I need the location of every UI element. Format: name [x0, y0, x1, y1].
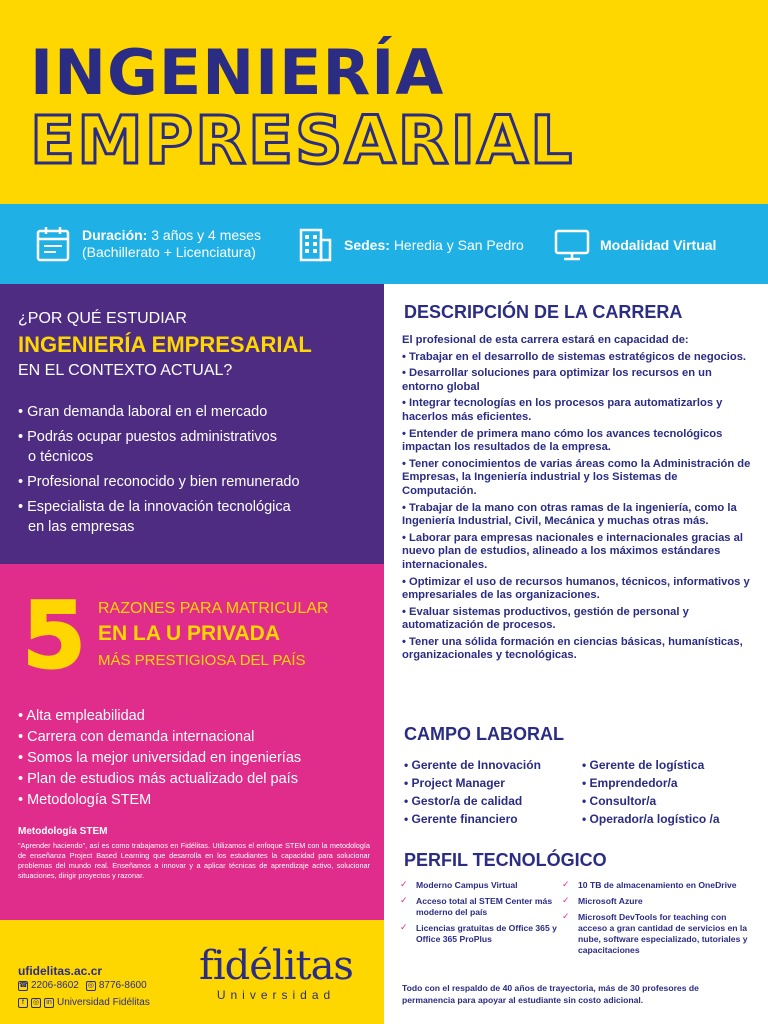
phone-icon: ☎: [19, 981, 28, 989]
phone-2[interactable]: 8776-8600: [98, 980, 147, 991]
logo-sub: Universidad: [216, 988, 336, 1002]
campus-block: [298, 228, 524, 262]
list-item: ✓ Licencias gratuitas de Office 365 y Office 365 ProPlus: [400, 923, 560, 945]
campus-label: Sedes:: [344, 237, 390, 253]
description-body: [402, 334, 754, 663]
list-item: • Gran demanda laboral en el mercado: [18, 404, 268, 420]
why-line2: INGENIERÍA EMPRESARIAL: [18, 332, 312, 357]
why-section: [0, 284, 384, 564]
why-line3: EN EL CONTEXTO ACTUAL?: [18, 362, 233, 379]
phone-1[interactable]: 2206-8602: [31, 980, 79, 991]
why-line1: ¿POR QUÉ ESTUDIAR: [18, 310, 187, 327]
list-item: • Trabajar en el desarrollo de sistemas estratégicos de negocios.: [402, 350, 747, 363]
reasons-line1: RAZONES PARA MATRICULAR: [98, 600, 329, 617]
contact-section: [0, 920, 384, 1024]
why-heading: [18, 308, 312, 382]
modality-label: Modalidad Virtual: [600, 237, 717, 253]
list-item: • Gerente de logística: [582, 758, 705, 772]
perfil-col1: [400, 880, 560, 950]
description-title: DESCRIPCIÓN DE LA CARRERA: [404, 302, 683, 322]
list-item: • Integrar tecnologías en los procesos para automatizarlos y hacerlos más eficientes.: [402, 397, 723, 423]
social-handle: Universidad Fidélitas: [57, 997, 150, 1008]
list-item: • Alta empleabilidad: [18, 708, 145, 724]
description-intro: El profesional de esta carrera estará en capacidad de:: [402, 334, 689, 346]
monitor-icon: [554, 228, 590, 262]
list-item: • Tener una sólida formación en ciencias básicas, humanísticas, organizacionales y tecnológicas.: [402, 635, 743, 662]
list-item: • Carrera con demanda internacional: [18, 729, 255, 745]
list-item: • Emprendedor/a: [582, 776, 678, 790]
campo-col1: [404, 756, 541, 828]
hero-banner: [0, 0, 768, 204]
modality-block: [554, 228, 716, 262]
list-item: • Gerente de Innovación: [404, 758, 541, 772]
why-list: [18, 402, 300, 542]
reasons-number: 5: [22, 582, 87, 689]
list-item: ✓ Acceso total al STEM Center más moderno del país: [400, 896, 560, 918]
info-bar: [0, 204, 768, 284]
campus-value: Heredia y San Pedro: [393, 237, 524, 253]
list-item: • Optimizar el uso de recursos humanos, técnicos, informativos y empresariales de las organizaciones.: [402, 575, 750, 602]
list-item: • Podrás ocupar puestos administrativos o técnicos: [18, 429, 277, 465]
list-item: • Profesional reconocido y bien remunerado: [18, 474, 300, 490]
list-item: • Evaluar sistemas productivos, gestión de personal y automatización de procesos.: [402, 605, 689, 632]
list-item: ✓ Microsoft Azure: [562, 896, 752, 907]
reasons-section: [0, 564, 384, 920]
title-line2: EMPRESARIAL: [30, 102, 575, 179]
list-item: • Trabajar de la mano con otras ramas de la ingeniería, como la Ingeniería Industrial, Civil, Mecánica y muchas otras más.: [402, 501, 737, 528]
linkedin-icon[interactable]: in: [44, 998, 54, 1008]
list-item: • Especialista de la innovación tecnológica en las empresas: [18, 499, 291, 535]
phones: [18, 980, 147, 991]
list-item: • Gerente financiero: [404, 812, 518, 826]
campo-col2: [582, 756, 720, 828]
duration-block: [36, 226, 261, 262]
title-line1: INGENIERÍA: [30, 36, 445, 109]
list-item: ✓ Microsoft DevTools for teaching con acceso a gran cantidad de servicios en la nube, software especializado, tutoriales y capacitaciones: [562, 912, 752, 956]
list-item: • Entender de primera mano cómo los avances tecnológicos impactan los resultados de la empresa.: [402, 427, 723, 454]
footer-note: Todo con el respaldo de 40 años de trayectoria, más de 30 profesores de permanencia para apoyar al estudiante sin costo adicional.: [402, 983, 699, 1005]
list-item: • Somos la mejor universidad en ingenierías: [18, 750, 302, 766]
details-column: [384, 284, 768, 1024]
list-item: • Gestor/a de calidad: [404, 794, 523, 808]
duration-label: Duración:: [82, 227, 148, 243]
perfil-title: PERFIL TECNOLÓGICO: [404, 850, 607, 870]
perfil-col2: [562, 880, 752, 961]
reasons-line2: EN LA U PRIVADA: [98, 622, 281, 645]
duration-value: 3 años y 4 meses: [151, 227, 261, 243]
list-item: • Operador/a logístico /a: [582, 812, 720, 826]
whatsapp-icon: ◎: [87, 981, 94, 989]
list-item: • Consultor/a: [582, 794, 657, 808]
social-row: [18, 997, 150, 1008]
list-item: • Project Manager: [404, 776, 505, 790]
reasons-list: [18, 706, 301, 811]
campo-title: CAMPO LABORAL: [404, 724, 564, 744]
logo-word: fidélitas: [199, 943, 353, 989]
list-item: • Laborar para empresas nacionales e internacionales gracias al nuevo plan de estudios, alineado a los máximos estándares internacionales.: [402, 531, 743, 571]
list-item: ✓ 10 TB de almacenamiento en OneDrive: [562, 880, 752, 891]
reasons-line3: MÁS PRESTIGIOSA DEL PAÍS: [98, 652, 306, 669]
facebook-icon[interactable]: f: [18, 998, 28, 1008]
list-item: • Tener conocimientos de varias áreas como la Administración de Empresas, la Ingeniería industrial y los Sistemas de Computación.: [402, 457, 751, 497]
list-item: • Metodología STEM: [18, 792, 152, 808]
stem-title: Metodología STEM: [18, 826, 108, 837]
list-item: ✓ Moderno Campus Virtual: [400, 880, 560, 891]
list-item: • Desarrollar soluciones para optimizar los recursos en un entorno global: [402, 367, 712, 393]
duration-sub: (Bachillerato + Licenciatura): [82, 244, 256, 260]
instagram-icon[interactable]: ◎: [32, 998, 40, 1006]
website-link[interactable]: ufidelitas.ac.cr: [18, 964, 103, 978]
building-icon: [298, 228, 332, 262]
stem-text: "Aprender haciendo", así es como trabajamos en Fidélitas. Utilizamos el enfoque STEM con la metodología de enseñanza Project Based Learning que desarrolla en los estudiantes la capacidad para solucionar problemas del mundo real. Enseñamos a innovar y a aplicar técnicas de aprendizaje activo, solucionar situaciones, dirigir proyectos y razonar.: [18, 841, 370, 880]
fidelitas-logo: [196, 944, 356, 1020]
calendar-icon: [36, 226, 70, 262]
list-item: • Plan de estudios más actualizado del país: [18, 771, 298, 787]
